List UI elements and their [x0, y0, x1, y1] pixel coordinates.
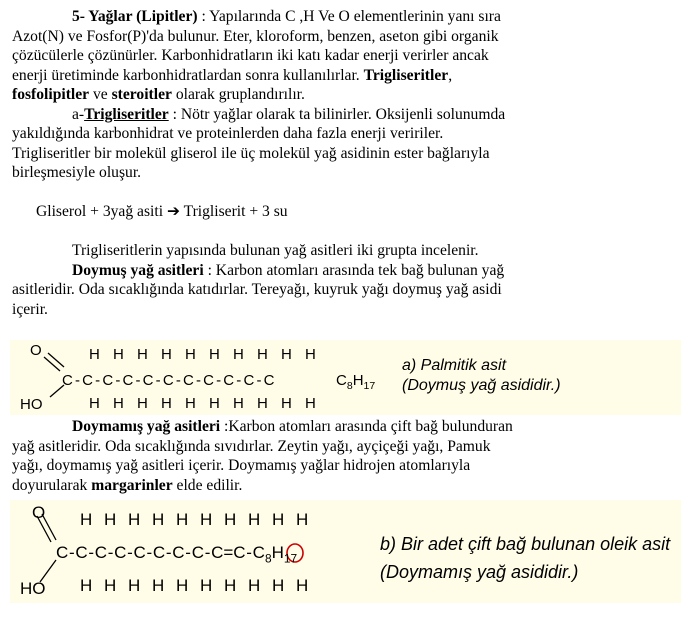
hydrogen-row-top: H H H H H H H H H H	[80, 510, 309, 529]
line-11: Doymuş yağ asitleri : Karbon atomları arasında tek bağ bulunan yağ	[72, 262, 505, 279]
hydrogen-row-bottom: H H H H H H H H H H	[80, 576, 309, 595]
line-14: Doymamış yağ asitleri :Karbon atomları arasında çift bağ bulunduran	[72, 418, 513, 435]
carbon-chain: $C - C - C - C - C - C - C - C - C=C - C_8H_{17}$	[56, 543, 298, 566]
carboxyl-ho: HO	[20, 579, 46, 598]
line-5: fosfolipitler ve steroitler olarak gruplandırılır.	[12, 86, 305, 103]
figure2-caption-note: (Doymamış yağ asididir.)	[380, 562, 579, 582]
carboxyl-ho: HO	[20, 396, 43, 413]
line-9: birleşmesiyle oluşur.	[12, 164, 142, 181]
section-title: 5- Yağlar (Lipitler)	[72, 8, 198, 25]
figure2-caption-title: b) Bir adet çift bağ bulunan oleik asit	[380, 534, 671, 554]
carboxyl-o: O	[32, 503, 46, 522]
line-1: 5- Yağlar (Lipitler) : Yapılarında C ,H Ve O elementlerinin yanı sıra	[72, 8, 501, 25]
line-4: enerji üretiminde karbonhidratlardan sonra kullanılırlar. Trigliseritler,	[12, 67, 453, 84]
reaction-equation: Gliserol + 3yağ asiti ➔ Trigliserit + 3 su	[36, 203, 288, 220]
tail-group: $C_8H_{17}$	[336, 372, 376, 392]
hydrogen-row-top: H H H H H H H H H H	[89, 346, 316, 363]
line-13: içerir.	[12, 301, 48, 318]
line-16: yağı, doymamış yağ asitleri içerir. Doymamış yağlar hidrojen atomlarıyla	[12, 457, 471, 474]
line-10: Trigliseritlerin yapısında bulunan yağ asitleri iki grupta incelenir.	[72, 242, 479, 259]
doymamis-heading: Doymamış yağ asitleri	[72, 418, 221, 435]
figure1-caption-title: a) Palmitik asit	[402, 357, 507, 374]
line-2: Azot(N) ve Fosfor(P)'da bulunur. Eter, kloroform, benzen, aseton gibi organik	[12, 28, 499, 45]
carbon-chain: C - C - C - C - C - C - C - C - C - C - C	[62, 372, 275, 389]
line-15: yağ asitleridir. Oda sıcaklığında sıvıdırlar. Zeytin yağı, ayçiçeği yağı, Pamuk	[12, 438, 491, 455]
line-3: çözücülerle çözünürler. Karbonhidratların iki katı kadar enerji verirler ancak	[12, 47, 489, 64]
oleic-acid-figure	[10, 500, 681, 603]
double-bond: =	[223, 543, 234, 562]
figure1-caption-note: (Doymuş yağ asididir.)	[402, 377, 561, 394]
carboxyl-o: O	[30, 342, 42, 359]
palmitic-acid-figure	[10, 340, 681, 415]
line-17: doyurularak margarinler elde edilir.	[12, 477, 243, 494]
line-7: yakıldığında karbonhidrat ve proteinlerden daha fazla enerji veririler.	[12, 125, 444, 142]
line-12: asitleridir. Oda sıcaklığında katıdırlar. Tereyağı, kuyruk yağı doymuş yağ asidi	[12, 281, 502, 298]
line-6: a-Trigliseritler : Nötr yağlar olarak ta bilinirler. Oksijenli solunumda	[72, 106, 506, 123]
doymus-heading: Doymuş yağ asitleri	[72, 262, 204, 279]
line-8: Trigliseritler bir molekül gliserol ile üç molekül yağ asidinin ester bağlarıyla	[12, 145, 490, 162]
trigliseritler-heading: Trigliseritler	[84, 106, 169, 123]
hydrogen-row-bottom: H H H H H H H H H H	[89, 395, 316, 412]
arrow-icon: ➔	[166, 203, 181, 220]
